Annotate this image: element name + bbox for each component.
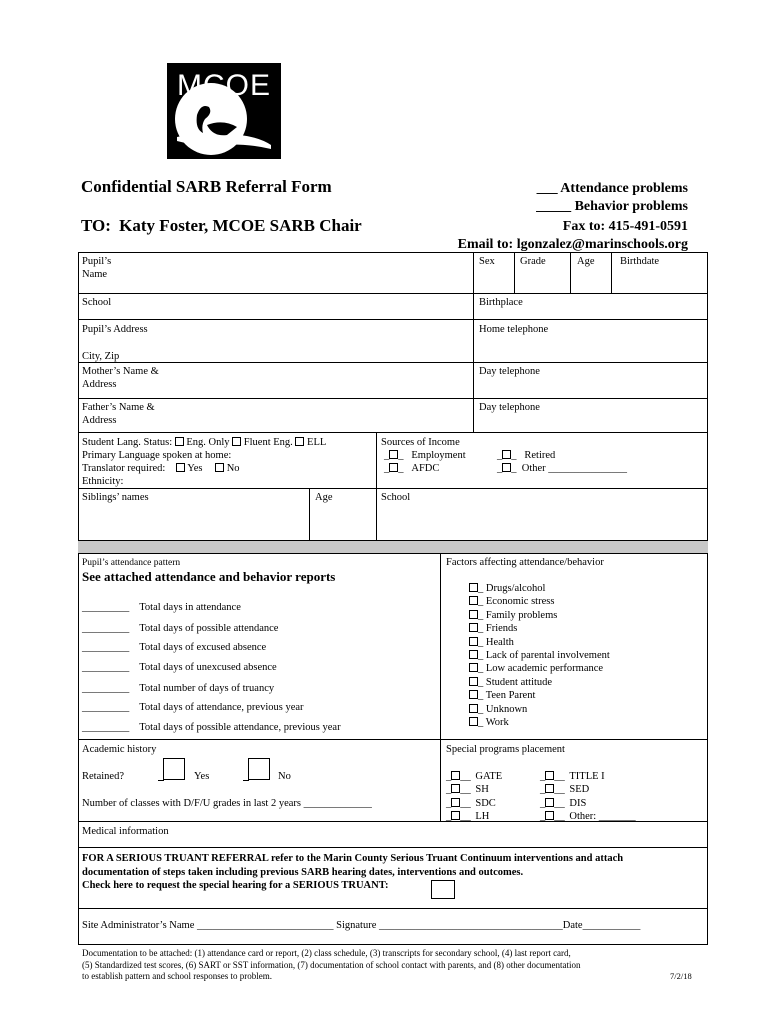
special-underscore: __ <box>460 784 474 796</box>
serious-truant-block <box>82 852 623 893</box>
primary-language-label: Primary Language spoken at home: <box>82 450 232 461</box>
pupil-name-label-1: Pupil’s <box>82 256 112 267</box>
factor-item <box>469 595 554 608</box>
footer-notes <box>82 948 581 983</box>
father-day-telephone-label: Day telephone <box>479 402 540 413</box>
afdc-label: AFDC <box>411 463 440 474</box>
attendance-problems: ___ Attendance problems <box>536 181 688 196</box>
attendance-item <box>82 601 241 614</box>
attendance-blank[interactable]: _________ <box>82 602 130 613</box>
factor-item <box>469 622 517 635</box>
academic-history-label: Academic history <box>82 744 157 755</box>
form-title: Confidential SARB Referral Form <box>81 177 332 196</box>
factor-checkbox[interactable] <box>469 690 478 699</box>
retained-no-checkbox[interactable] <box>248 758 270 780</box>
attendance-blank[interactable]: _________ <box>82 642 130 653</box>
age-label: Age <box>577 256 595 267</box>
factor-underscore: _ <box>478 583 486 594</box>
form-frame <box>78 252 708 945</box>
grade-label: Grade <box>520 256 546 267</box>
footer-line-1: Documentation to be attached: (1) attendance card or report, (2) class schedule, (3) transcripts for secondary school, (4) last report card, <box>82 948 571 958</box>
siblings-age-label: Age <box>315 492 333 503</box>
employment-checkbox[interactable] <box>389 450 398 459</box>
factor-item <box>469 649 610 662</box>
attendance-blank[interactable]: _________ <box>82 722 130 733</box>
factor-checkbox[interactable] <box>469 650 478 659</box>
attendance-item-label: Total days of possible attendance <box>139 623 279 634</box>
factor-item <box>469 689 535 702</box>
special-program-item <box>446 770 502 783</box>
mother-name-label: Mother’s Name & <box>82 366 159 377</box>
email-address: Email to: lgonzalez@marinschools.org <box>457 237 688 252</box>
factor-label: Economic stress <box>485 596 555 608</box>
retained-yes-checkbox[interactable] <box>163 758 185 780</box>
footer-line-2: (5) Standardized test scores, (6) SART or SST information, (7) documentation of school contact with parents, and (8) other documentation <box>82 959 581 970</box>
to-label: TO: <box>81 216 111 235</box>
attendance-item-label: Total days of attendance, previous year <box>139 702 304 713</box>
siblings-school-label: School <box>381 492 411 503</box>
truant-line-1: FOR A SERIOUS TRUANT REFERRAL refer to the Marin County Serious Truant Continuum interventions and attach <box>82 853 624 864</box>
retained-yes-label: Yes <box>194 771 210 782</box>
factor-underscore: _ <box>478 690 486 702</box>
special-program-label: TITLE I <box>569 771 605 782</box>
siblings-names-label: Siblings’ names <box>82 492 149 503</box>
factor-item <box>469 662 603 675</box>
factor-item <box>469 609 557 622</box>
special-underscore: _ <box>446 771 452 782</box>
special-program-item <box>446 783 489 796</box>
attendance-item <box>82 661 277 674</box>
factor-underscore: _ <box>478 717 486 728</box>
form-date: 7/2/18 <box>670 971 692 981</box>
translator-label: Translator required: <box>82 463 166 474</box>
city-zip-label: City, Zip <box>82 351 120 362</box>
attendance-blank[interactable]: _________ <box>82 662 130 673</box>
retained-label: Retained? <box>82 771 124 782</box>
factor-checkbox[interactable] <box>469 637 478 646</box>
fax-number: Fax to: 415-491-0591 <box>562 219 688 234</box>
retired-label: Retired <box>524 450 556 461</box>
fluent-eng-checkbox[interactable] <box>232 437 241 446</box>
attendance-item-label: Total days of possible attendance, previous year <box>139 722 341 733</box>
attendance-item <box>82 721 341 734</box>
factor-checkbox[interactable] <box>469 623 478 632</box>
factor-underscore: _ <box>478 623 486 635</box>
sex-label: Sex <box>479 256 495 267</box>
retired-row: _ _ Retired <box>497 450 556 461</box>
retired-checkbox[interactable] <box>502 450 511 459</box>
special-program-item <box>446 797 496 810</box>
special-program-label: DIS <box>569 797 587 809</box>
special-underscore: __ <box>554 797 568 809</box>
factor-item <box>469 582 545 595</box>
father-name-label: Father’s Name & <box>82 402 155 413</box>
factor-item <box>469 636 514 649</box>
ethnicity-label: Ethnicity: <box>82 476 124 487</box>
factor-checkbox[interactable] <box>469 677 478 686</box>
special-program-label: LH <box>475 810 490 822</box>
special-program-checkbox[interactable] <box>451 811 460 820</box>
factor-underscore: _ <box>478 636 486 648</box>
special-program-checkbox[interactable] <box>545 771 554 780</box>
ell-label: ELL <box>307 437 327 448</box>
pupil-name-label-2: Name <box>82 269 108 280</box>
to-name: Katy Foster, MCOE SARB Chair <box>119 216 362 235</box>
employment-label: Employment <box>411 450 466 461</box>
logo-text: MCOE <box>177 69 271 102</box>
mcoe-logo <box>167 63 281 159</box>
factor-label: Family problems <box>485 609 558 621</box>
truant-line-3: Check here to request the special hearing for a SERIOUS TRUANT: <box>82 880 389 891</box>
attendance-blank[interactable]: _________ <box>82 623 130 634</box>
other-income-checkbox[interactable] <box>502 463 511 472</box>
afdc-checkbox[interactable] <box>389 463 398 472</box>
factor-checkbox[interactable] <box>469 583 478 592</box>
factor-label: Student attitude <box>485 676 553 688</box>
school-label: School <box>82 297 112 308</box>
factor-underscore: _ <box>478 676 486 688</box>
dfu-grades-label: Number of classes with D/F/U grades in last 2 years _____________ <box>82 798 372 809</box>
special-program-label: GATE <box>475 771 503 782</box>
special-underscore: _ <box>540 784 546 796</box>
factors-label: Factors affecting attendance/behavior <box>446 557 604 568</box>
attendance-item-label: Total days of excused absence <box>139 642 267 653</box>
special-program-checkbox[interactable] <box>545 798 554 807</box>
signature-line: Site Administrator’s Name __________________________ Signature ___________________________________Date___________ <box>82 920 641 931</box>
income-label: Sources of Income <box>381 437 460 448</box>
factor-underscore: _ <box>478 703 486 715</box>
special-underscore: _ <box>540 797 546 809</box>
special-program-label: SED <box>569 784 590 796</box>
attendance-item-label: Total number of days of truancy <box>139 683 275 694</box>
ell-checkbox[interactable] <box>295 437 304 446</box>
special-programs-label: Special programs placement <box>446 744 565 755</box>
special-underscore: __ <box>554 771 568 782</box>
attendance-item <box>82 682 274 695</box>
home-telephone-label: Home telephone <box>479 324 549 335</box>
factor-item <box>469 716 509 729</box>
to-line <box>81 216 362 236</box>
factor-label: Friends <box>485 623 518 635</box>
special-underscore: __ <box>554 784 568 796</box>
special-program-checkbox[interactable] <box>451 798 460 807</box>
father-address-label: Address <box>82 415 117 426</box>
employment-row: _ _ Employment <box>384 450 466 461</box>
factor-checkbox[interactable] <box>469 663 478 672</box>
medical-information-label: Medical information <box>82 826 169 837</box>
retained-no-label: No <box>278 771 291 782</box>
factor-checkbox[interactable] <box>469 717 478 726</box>
special-underscore: _ <box>446 797 452 809</box>
footer-line-3: to establish pattern and school responses to problem. <box>82 971 272 981</box>
special-program-checkbox[interactable] <box>451 784 460 793</box>
special-program-label: SDC <box>475 797 496 809</box>
truant-line-2: documentation of steps taken including previous SARB hearing dates, interventions and outcomes. <box>82 866 524 878</box>
lang-status-row <box>82 436 326 449</box>
translator-no-label: No <box>226 463 240 474</box>
behavior-problems: _____ Behavior problems <box>536 199 688 214</box>
special-underscore: __ <box>460 771 474 782</box>
factor-label: Drugs/alcohol <box>485 583 546 594</box>
mother-address-label: Address <box>82 379 117 390</box>
birthdate-label: Birthdate <box>620 256 660 267</box>
see-attached-heading: See attached attendance and behavior reports <box>82 569 336 584</box>
other-income-label: Other _______________ <box>521 463 628 474</box>
factor-label: Teen Parent <box>485 690 536 702</box>
translator-yes-label: Yes <box>187 463 203 474</box>
special-underscore: __ <box>460 797 474 809</box>
factor-checkbox[interactable] <box>469 610 478 619</box>
special-program-item <box>446 810 489 823</box>
factor-label: Health <box>485 636 514 648</box>
special-program-item <box>540 783 589 796</box>
attendance-item-label: Total days of unexcused absence <box>139 662 277 673</box>
factor-checkbox[interactable] <box>469 596 478 605</box>
eng-only-label: Eng. Only <box>186 437 230 448</box>
special-program-checkbox[interactable] <box>451 771 460 780</box>
attendance-pattern-label: Pupil’s attendance pattern <box>82 558 181 568</box>
factor-label: Unknown <box>485 703 528 715</box>
separator-band <box>78 541 708 553</box>
attendance-blank[interactable]: _________ <box>82 702 130 713</box>
factor-underscore: _ <box>478 663 486 675</box>
mother-day-telephone-label: Day telephone <box>479 366 540 377</box>
special-underscore: _ <box>540 810 546 822</box>
translator-no-checkbox[interactable] <box>215 463 224 472</box>
special-program-checkbox[interactable] <box>545 811 554 820</box>
afdc-row: _ _ AFDC <box>384 463 440 474</box>
special-program-label: Other: _______ <box>569 810 636 822</box>
factor-underscore: _ <box>478 609 486 621</box>
birthplace-label: Birthplace <box>479 297 523 308</box>
factor-label: Low academic performance <box>485 663 604 675</box>
pupil-address-label: Pupil’s Address <box>82 324 148 335</box>
attendance-item-label: Total days in attendance <box>139 602 241 613</box>
special-underscore: _ <box>446 810 452 822</box>
attendance-item <box>82 641 266 654</box>
other-income-row: _ _ Other _______________ <box>497 463 628 474</box>
serious-truant-checkbox[interactable] <box>431 880 455 899</box>
factor-checkbox[interactable] <box>469 704 478 713</box>
factor-label: Lack of parental involvement <box>485 650 610 661</box>
special-program-item <box>540 810 636 823</box>
special-underscore: __ <box>554 810 568 822</box>
eng-only-checkbox[interactable] <box>175 437 184 446</box>
special-program-item <box>540 770 605 783</box>
factor-underscore: _ <box>478 596 486 608</box>
special-program-label: SH <box>475 784 489 796</box>
special-program-item <box>540 797 586 810</box>
factor-item <box>469 676 552 689</box>
special-underscore: _ <box>446 784 452 796</box>
translator-row <box>82 462 240 475</box>
translator-yes-checkbox[interactable] <box>176 463 185 472</box>
attendance-item <box>82 701 304 714</box>
attendance-item <box>82 622 278 635</box>
special-underscore: _ <box>540 771 546 782</box>
factor-item <box>469 703 527 716</box>
special-program-checkbox[interactable] <box>545 784 554 793</box>
attendance-blank[interactable]: _________ <box>82 683 130 694</box>
fluent-eng-label: Fluent Eng. <box>243 437 293 448</box>
factor-underscore: _ <box>478 650 486 661</box>
special-underscore: __ <box>460 810 474 822</box>
lang-status-label: Student Lang. Status: <box>82 437 173 448</box>
factor-label: Work <box>485 717 509 728</box>
